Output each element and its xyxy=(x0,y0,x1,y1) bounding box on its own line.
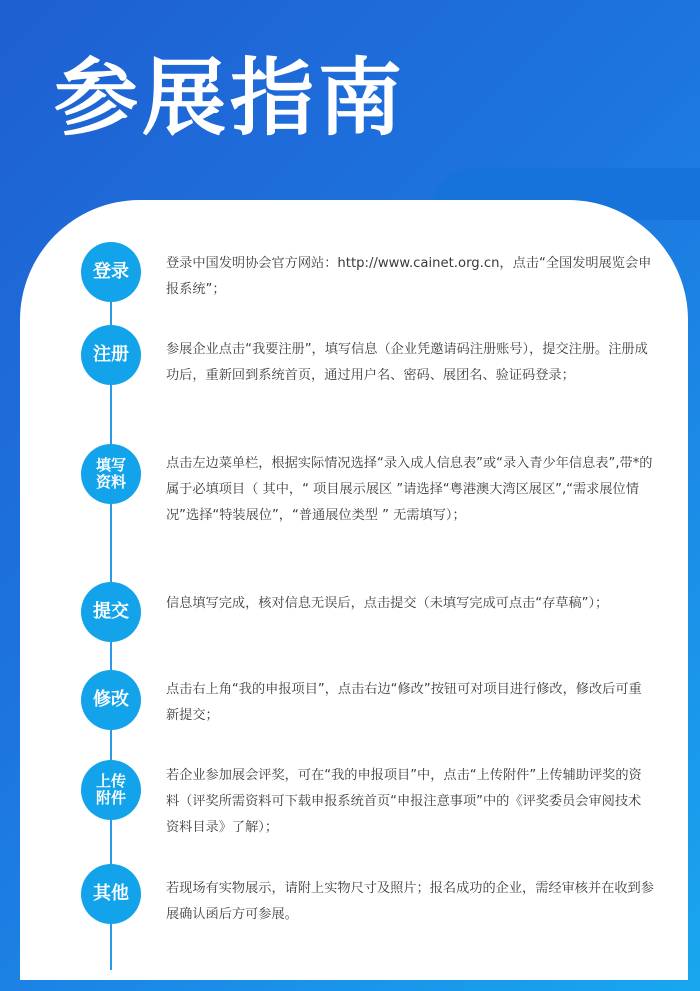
step-upload-badge-line1: 上传 xyxy=(95,771,126,790)
step-upload-text: 若企业参加展会评奖，可在“我的申报项目”中，点击“上传附件”上传辅助评奖的资料（评奖所需资料可下载申报系统首页“申报注意事项”中的《评奖委员会审阅技术资料目录》了解）； xyxy=(166,768,642,835)
step-register-badge: 注册 xyxy=(81,325,141,385)
step-login-badge: 登录 xyxy=(81,242,141,302)
step-fill-info-badge-line1: 填写 xyxy=(95,455,126,474)
step-upload-badge xyxy=(81,760,141,820)
step-fill-info-badge-line2: 资料 xyxy=(95,473,126,491)
step-register-text: 参展企业点击“我要注册”，填写信息（企业凭邀请码注册账号），提交注册。注册成功后，重新回到系统首页，通过用户名、密码、展团名、验证码登录； xyxy=(166,342,648,383)
step-upload-badge-line2: 附件 xyxy=(95,789,126,807)
step-submit-text: 信息填写完成，核对信息无误后，点击提交（未填写完成可点击“存草稿”）； xyxy=(166,596,609,611)
step-submit-badge: 提交 xyxy=(81,582,141,642)
step-other-badge: 其他 xyxy=(81,864,141,924)
step-fill-info-text: 点击左边菜单栏，根据实际情况选择“录入成人信息表”或“录入青少年信息表”,带*的属于必填项目（ 其中，“ 项目展示展区 ”请选择“粤港澳大湾区展区”,“需求展位情况”选择“特装展位”，“普通展位类型 ” 无需填写）； xyxy=(166,456,653,523)
step-modify-badge: 修改 xyxy=(81,670,141,730)
step-login-text: 登录中国发明协会官方网站：http://www.cainet.org.cn，点击“全国发明展览会申报系统”； xyxy=(166,256,652,297)
step-other-text: 若现场有实物展示，请附上实物尺寸及照片；报名成功的企业，需经审核并在收到参展确认函后方可参展。 xyxy=(166,881,654,922)
step-modify-text: 点击右上角“我的申报项目”，点击右边“修改”按钮可对项目进行修改，修改后可重新提交； xyxy=(166,682,642,723)
page-title: 参展指南 xyxy=(54,49,407,147)
step-fill-info-badge xyxy=(81,444,141,504)
